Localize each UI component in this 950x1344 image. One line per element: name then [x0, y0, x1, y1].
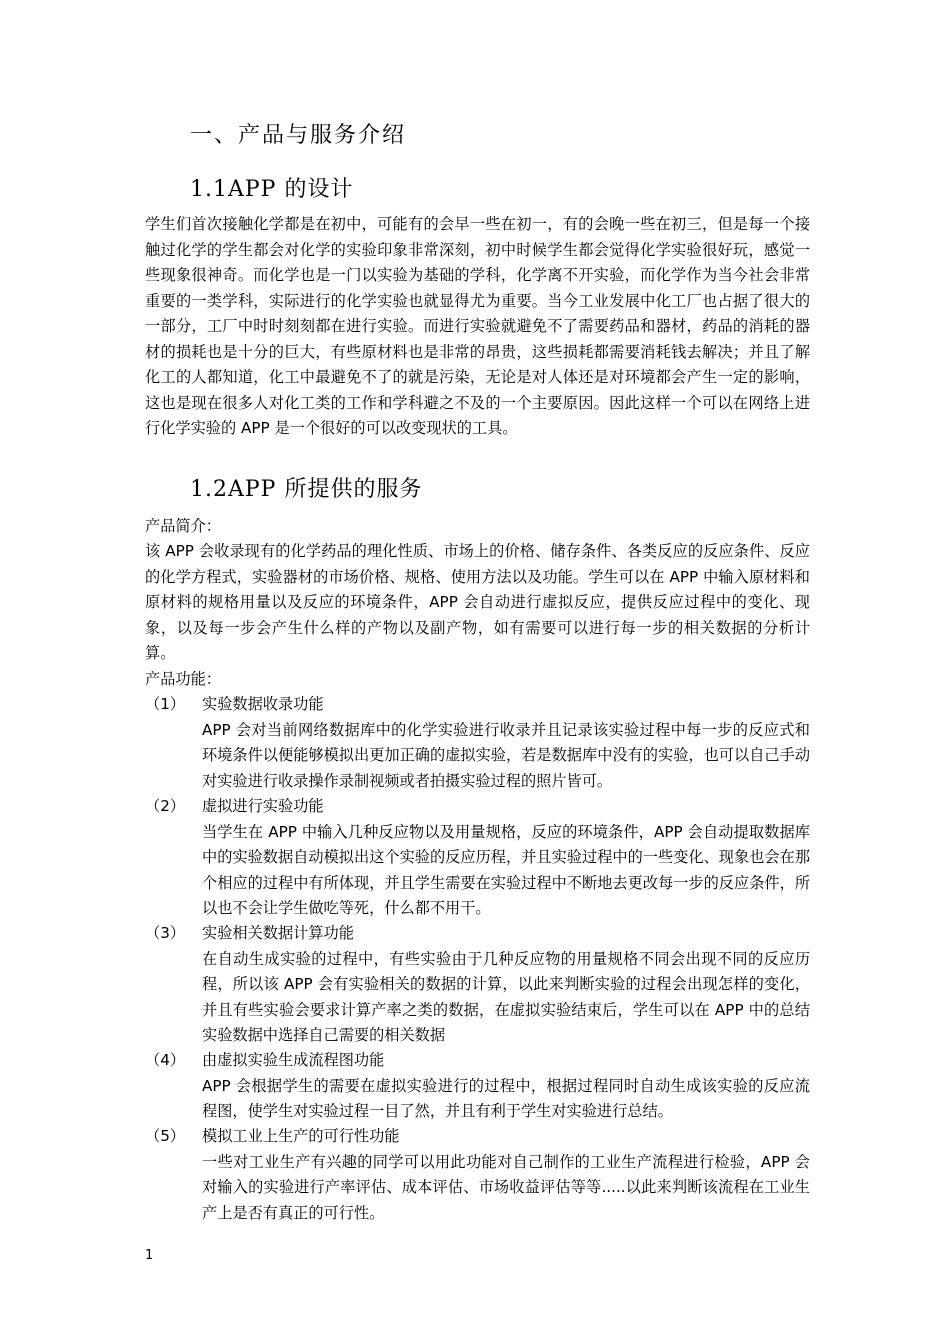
feature-description: 一些对工业生产有兴趣的同学可以用此功能对自己制作的工业生产流程进行检验，APP 会对输入的实验进行产率评估、成本评估、市场收益评估等等.....以此来判断该流程在工业生产上是否有真正的可行性。: [202, 1152, 810, 1222]
feature-title: 实验相关数据计算功能: [202, 924, 354, 942]
feature-description: APP 会根据学生的需要在虚拟实验进行的过程中，根据过程同时自动生成该实验的反应流程图，使学生对实验过程一目了然，并且有利于学生对实验进行总结。: [202, 1076, 810, 1120]
intro-label: 产品简介：: [145, 517, 221, 535]
feature-number: （3）: [145, 924, 186, 942]
feature-title: 虚拟进行实验功能: [202, 797, 324, 815]
page-number: 1: [145, 1248, 154, 1263]
feature-description: 当学生在 APP 中输入几种反应物以及用量规格，反应的环境条件，APP 会自动提取数据库中的实验数据自动模拟出这个实验的反应历程，并且实验过程中的一些变化、现象也会在那个相应的过程中有所体现，并且学生需要在实验过程中不断地去更改每一步的反应条件，所以也不会让学生做吃等死，什么都不用干。: [202, 822, 810, 917]
features-label: 产品功能：: [145, 670, 221, 688]
section-1-2-title: 1.2APP 所提供的服务: [190, 477, 423, 502]
feature-title: 实验数据收录功能: [202, 695, 324, 713]
feature-item-5: [145, 1124, 810, 1226]
feature-description: APP 会对当前网络数据库中的化学实验进行收录并且记录该实验过程中每一步的反应式和环境条件以便能够模拟出更加正确的虚拟实验，若是数据库中没有的实验，也可以自己手动对实验进行收录操作录制视频或者拍摄实验过程的照片皆可。: [202, 720, 810, 790]
feature-number: （5）: [145, 1127, 186, 1145]
feature-title: 模拟工业上生产的可行性功能: [202, 1127, 400, 1145]
feature-item-3: [145, 921, 810, 1049]
main-heading: 一、产品与服务介绍: [190, 123, 407, 148]
intro-paragraph: 该 APP 会收录现有的化学药品的理化性质、市场上的价格、储存条件、各类反应的反应条件、反应的化学方程式，实验器材的市场价格、规格、使用方法以及功能。学生可以在 APP 中输入原材料和原材料的规格用量以及反应的环境条件，APP 会自动进行虚拟反应，提供反应过程中的变化、现象，以及每一步会产生什么样的产物以及副产物，如有需要可以进行每一步的相关数据的分析计算。: [145, 542, 810, 662]
feature-item-4: [145, 1048, 810, 1125]
feature-number: （2）: [145, 797, 186, 815]
feature-number: （4）: [145, 1051, 186, 1069]
section-1-1-paragraph: 学生们首次接触化学都是在初中，可能有的会早一些在初一，有的会晚一些在初三，但是每一个接触过化学的学生都会对化学的实验印象非常深刻，初中时候学生都会觉得化学实验很好玩，感觉一些现象很神奇。而化学也是一门以实验为基础的学科，化学离不开实验，而化学作为当今社会非常重要的一类学科，实际进行的化学实验也就显得尤为重要。当今工业发展中化工厂也占据了很大的一部分，工厂中时时刻刻都在进行实验。而进行实验就避免不了需要药品和器材，药品的消耗的器材的损耗也是十分的巨大，有些原材料也是非常的昂贵，这些损耗都需要消耗钱去解决；并且了解化工的人都知道，化工中最避免不了的就是污染，无论是对人体还是对环境都会产生一定的影响，这也是现在很多人对化工类的工作和学科避之不及的一个主要原因。因此这样一个可以在网络上进行化学实验的 APP 是一个很好的可以改变现状的工具。: [145, 215, 810, 437]
feature-title: 由虚拟实验生成流程图功能: [202, 1051, 385, 1069]
feature-number: （1）: [145, 695, 186, 713]
feature-item-1: [145, 692, 810, 794]
section-1-1-title: 1.1APP 的设计: [190, 177, 354, 202]
feature-description: 在自动生成实验的过程中，有些实验由于几种反应物的用量规格不同会出现不同的反应历程，所以该 APP 会有实验相关的数据的计算，以此来判断实验的过程会出现怎样的变化，并且有些实验会要求计算产率之类的数据，在虚拟实验结束后，学生可以在 APP 中的总结实验数据中选择自己需要的相关数据: [202, 949, 810, 1044]
feature-item-2: [145, 794, 810, 922]
